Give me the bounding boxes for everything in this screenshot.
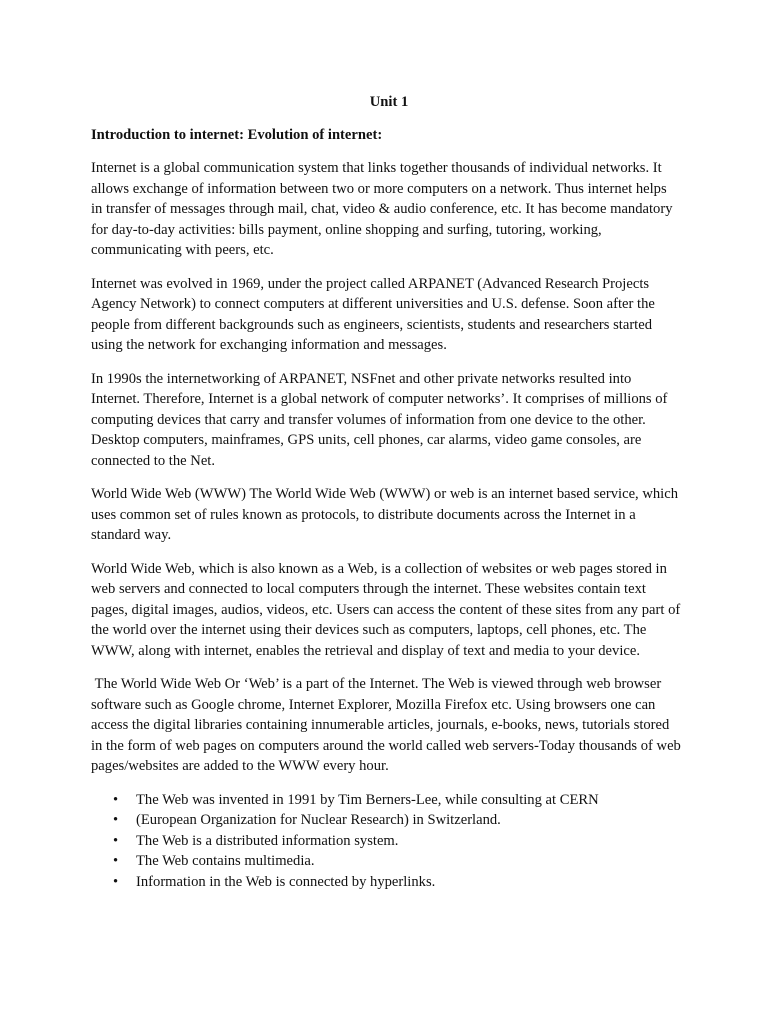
paragraph-arpanet-history: Internet was evolved in 1969, under the project called ARPANET (Advanced Research Projects Agency Network) to connect computers at different universities and U.S. defense. Soon after the people from different backgrounds such as engineers, scientists, students and researchers started using the network for exchanging information and messages.	[91, 275, 659, 353]
document-page	[91, 92, 685, 892]
list-item-text: The Web was invented in 1991 by Tim Berners-Lee, while consulting at CERN	[136, 791, 599, 808]
paragraph-internetworking-1990s: In 1990s the internetworking of ARPANET, NSFnet and other private networks resulted into Internet. Therefore, Internet is a global network of computer networks’. It comprises of millions of computing devices that carry and transfer volumes of information from one device to the other. Desktop computers, mainframes, GPS units, cell phones, car alarms, video game consoles, are connected to the Net.	[91, 370, 672, 469]
bullet-list	[91, 790, 681, 893]
list-item-text: Information in the Web is connected by hyperlinks.	[136, 873, 436, 890]
list-item-text: (European Organization for Nuclear Research) in Switzerland.	[136, 812, 501, 828]
bullet-dot-icon: •	[113, 832, 119, 849]
list-item-text: The Web contains multimedia.	[136, 853, 315, 869]
list-item	[91, 790, 681, 811]
bullet-dot-icon: •	[113, 791, 119, 808]
list-item	[91, 810, 681, 831]
paragraph-web-browsers: The World Wide Web Or ‘Web’ is a part of the Internet. The Web is viewed through web browser software such as Google chrome, Internet Explorer, Mozilla Firefox etc. Using browsers one can access the digital libraries containing innumerable articles, journals, e-books, news, tutorials stored in the form of web pages on computers around the world called web servers-Today thousands of web pages/websites are added to the WWW every hour.	[91, 676, 685, 774]
bullet-dot-icon: •	[113, 853, 119, 869]
list-item	[91, 851, 681, 872]
bullet-dot-icon: •	[113, 812, 119, 828]
paragraph-internet-definition: Internet is a global communication system that links together thousands of individual networks. It allows exchange of information between two or more computers on a network. Thus internet helps in transfer of messages through mail, chat, video & audio conference, etc. It has become mandatory for day-to-day activities: bills payment, online shopping and surfing, tutoring, working, communicating with peers, etc.	[91, 160, 677, 258]
unit-title: Unit 1	[369, 94, 409, 110]
paragraph-www-collection: World Wide Web, which is also known as a Web, is a collection of websites or web pages stored in web servers and connected to local computers through the internet. These websites contain text pages, digital images, audios, videos, etc. Users can access the content of these sites from any part of the world over the internet using their devices such as computers, laptops, cell phones, etc. The WWW, along with internet, enables the retrieval and display of text and media to your device.	[91, 560, 684, 659]
section-heading: Introduction to internet: Evolution of internet:	[91, 126, 383, 143]
bullet-dot-icon: •	[113, 873, 119, 890]
list-item	[91, 872, 681, 893]
list-item-text: The Web is a distributed information system.	[136, 832, 399, 849]
paragraph-www-definition: World Wide Web (WWW) The World Wide Web (WWW) or web is an internet based service, which uses common set of rules known as protocols, to distribute documents across the Internet in a standard way.	[91, 486, 682, 543]
list-item	[91, 831, 681, 852]
